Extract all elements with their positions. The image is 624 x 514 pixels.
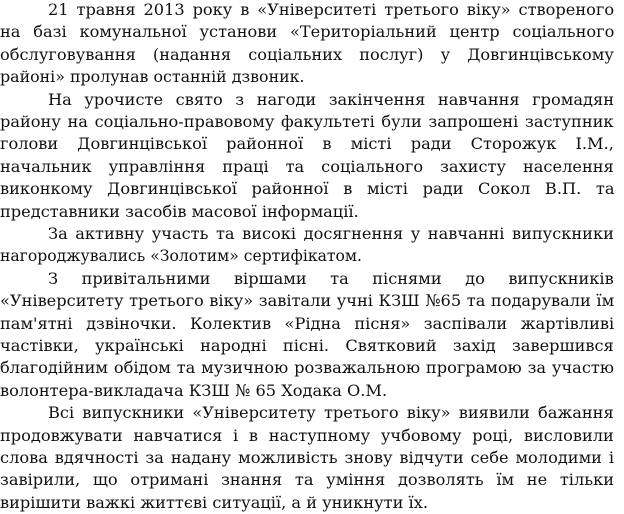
text-line: За активну участь та високі досягнення у навчанні випускники: [48, 224, 614, 243]
text-line: 21 травня 2013 року в «Університеті третього віку» створеного: [48, 0, 615, 19]
text-line: частівки, українські народні пісні. Святковий захід завершився: [0, 336, 614, 355]
text-line: пам'ятні дзвіночки. Колектив «Рідна пісня» заспівали жартівливі: [0, 314, 615, 333]
text-line: нагороджувались «Золотим» сертифікатом.: [0, 246, 362, 265]
text-line: районі» пролунав останній дзвоник.: [0, 67, 305, 86]
text-line: району на соціально-правовому факультеті були запрошені заступник: [0, 112, 614, 131]
text-line: З привітальними віршами та піснями до випускників: [48, 269, 614, 288]
text-line: на базі комунальної установи «Територіальний центр соціального: [0, 22, 615, 41]
text-line: слова вдячності за надану можливість знову відчути себе молодими і: [0, 448, 615, 467]
text-line: начальник управління праці та соціального захисту населення: [0, 157, 614, 176]
text-line: «Університету третього віку» завітали учні КЗШ №65 та подарували їм: [0, 291, 615, 310]
text-line: обслуговування (надання соціальних послуг) у Довгинцівському: [0, 45, 614, 64]
text-line: продовжувати навчатися і в наступному учбовому році, висловили: [0, 426, 614, 445]
text-line: виконкому Довгинцівської районної в місті ради Сокол В.П. та: [0, 179, 615, 198]
text-line: Всі випускники «Університету третього віку» виявили бажання: [48, 403, 614, 422]
text-line: представники засобів масової інформації.: [0, 202, 359, 221]
text-line: завірили, що отримані знання та уміння дозволять їм не тільки: [0, 470, 614, 489]
text-line: волонтера-викладача КЗШ № 65 Ходака О.М.: [0, 381, 388, 400]
text-line: На урочисте свято з нагоди закінчення навчання громадян: [48, 90, 614, 109]
text-line: благодійним обідом та музичною розважальною програмою за участю: [0, 358, 614, 377]
text-line: вирішити важкі життєві ситуації, а й уникнути їх.: [0, 493, 429, 512]
text-line: голови Довгинцівської районної в місті ради Сторожук І.М.,: [0, 134, 614, 153]
